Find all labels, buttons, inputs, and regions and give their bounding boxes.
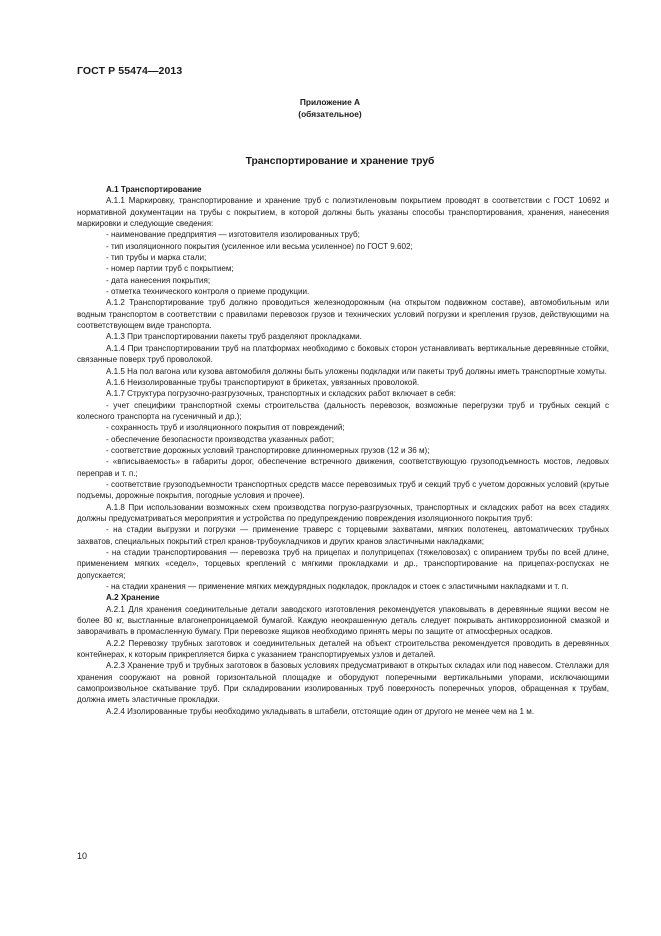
body-paragraph: - дата нанесения покрытия; [106, 275, 211, 285]
body-paragraph: - учет специфики транспортной схемы строительства (дальность перевозок, возможные перегрузки труб и трубных секций с колесного транспорта на гусеничный и др.); [77, 400, 609, 421]
body-paragraph: А.1.5 На пол вагона или кузова автомобиля должны быть уложены подкладки или пакеты труб должны иметь транспортные хомуты. [106, 366, 607, 376]
body-paragraph: - на стадии хранения — применение мягких междурядных подкладок, прокладок и стоек с эластичными накладками и т. п. [106, 582, 569, 592]
body-paragraph: - тип трубы и марка стали; [106, 253, 207, 263]
section-title: Транспортирование и хранение труб [245, 156, 435, 167]
body-paragraph: - на стадии выгрузки и погрузки — применение траверс с торцевыми захватами, мягких полотенец, автоматических трубных захватов, специальных покрытий стрел кранов-трубоукладчиков и других кранов эластичными накладками; [77, 525, 609, 546]
body-paragraph: - обеспечение безопасности производства указанных работ; [106, 434, 334, 444]
subsection-heading: А.1 Транспортирование [106, 185, 202, 194]
document-header: ГОСТ Р 55474—2013 [77, 65, 183, 77]
body-paragraph: - соответствие дорожных условий транспортировке длинномерных грузов (12 и 36 м); [106, 445, 430, 455]
body-paragraph: - наименование предприятия — изготовителя изолированных труб; [106, 230, 360, 240]
body-paragraph: - сохранность труб и изоляционного покрытия от повреждений; [106, 423, 345, 433]
body-paragraph: А.1.7 Структура погрузочно-разгрузочных, транспортных и складских работ включает в себя: [106, 389, 456, 399]
body-paragraph: А.1.2 Транспортирование труб должно проводиться железнодорожным (на открытом подвижном составе), автомобильным или водным транспортом в соответствии с правилами перевозок грузов и технических условий погрузки и крепления грузов, действующими на соответствующем виде транспорта. [77, 298, 609, 331]
body-paragraph: - на стадии транспортирования — перевозка труб на прицепах и полуприцепах (тяжеловозах) с опиранием трубы по всей длине, применением мягких «седел», торцевых креплений с мягкими прокладками и др., транспортирование на прицепах-роспусках не допускается; [77, 548, 609, 580]
subsection-heading: А.2 Хранение [106, 593, 160, 603]
body-paragraph: - «вписываемость» в габариты дорог, обеспечение встречного движения, соответствующую грузоподъемность мостов, ледовых переправ и т. п.; [77, 457, 609, 478]
document-body [77, 184, 609, 717]
body-paragraph: - номер партии труб с покрытием; [106, 264, 234, 274]
body-paragraph: А.2.3 Хранение труб и трубных заготовок в базовых условиях предусматривают в открытых складах или под навесом. Стеллажи для хранения сооружают на ровной горизонтальной площадке и оборудуют поперечными вертикальными упорами, исключающими самопроизвольное скатывание труб. При складировании изолированных труб поверхность поперечных упоров, обращенная к трубам, должна иметь эластичные прокладки. [77, 661, 609, 705]
body-paragraph: А.2.4 Изолированные трубы необходимо укладывать в штабели, отстоящие один от другого не менее чем на 1 м. [106, 706, 535, 716]
body-paragraph: А.1.4 При транспортировании труб на платформах необходимо с боковых сторон устанавливать вертикальные деревянные стойки, связанные поверх труб проволокой. [77, 343, 609, 365]
body-paragraph: - отметка технического контроля о приеме продукции. [106, 287, 310, 297]
annex-status: (обязательное) [298, 109, 362, 119]
body-paragraph: А.2.2 Перевозку трубных заготовок и соединительных деталей на объект строительства рекомендуется проводить в деревянных контейнерах, к которым прикрепляется бирка с указанием транспортируемых узлов и деталей. [77, 638, 609, 660]
body-paragraph: А.2.1 Для хранения соединительные детали заводского изготовления рекомендуется упаковывать в деревянные ящики весом не более 80 кг, выстланные влагонепроницаемой бумагой. Каждую неокрашенную деталь следует покрывать антикоррозионной смазкой и заворачивать в промасленную бумагу. При перевозке ящиков необходимо принять меры по защите от атмосферных осадков. [77, 604, 609, 637]
body-paragraph: - соответствие грузоподъемности транспортных средств массе перевозимых труб и секций труб с учетом дорожных условий (крутые подъемы, дорожные покрытия, погодные условия и прочее). [77, 479, 609, 501]
body-paragraph: А.1.6 Неизолированные трубы транспортируют в брикетах, увязанных проволокой. [106, 377, 420, 387]
body-paragraph: А.1.3 При транспортировании пакеты труб разделяют прокладками. [106, 332, 362, 342]
body-paragraph: - тип изоляционного покрытия (усиленное или весьма усиленное) по ГОСТ 9.602; [106, 241, 413, 251]
body-paragraph: А.1.8 При использовании возможных схем производства погрузо-разгрузочных, транспортных и складских работ на всех стадиях должны предусматриваться мероприятия и устройства по предупреждению повреждения изоляционного покрытия труб: [77, 502, 609, 523]
body-paragraph: А.1.1 Маркировку, транспортирование и хранение труб с полиэтиленовым покрытием проводят в соответствии с ГОСТ 10692 и нормативной документации на трубы с покрытием, в которой должны быть указаны способы транспортирования, хранения, нанесения маркировки и следующие сведения: [77, 196, 609, 229]
page-number: 10 [77, 851, 88, 861]
annex-label: Приложение А [299, 97, 361, 107]
